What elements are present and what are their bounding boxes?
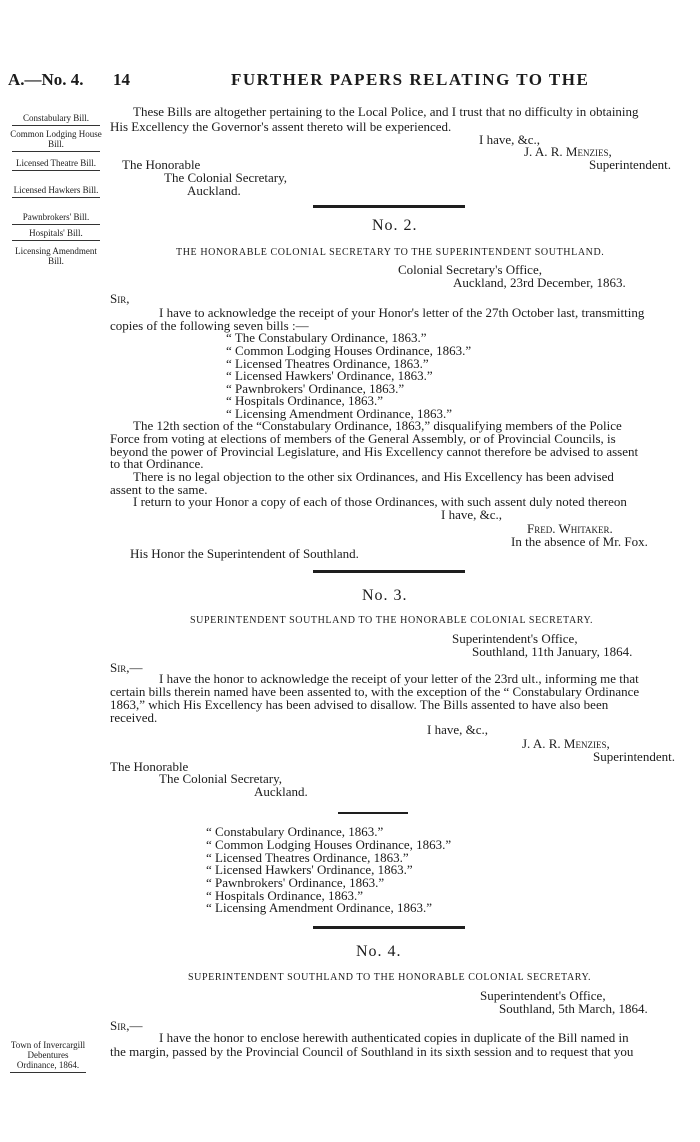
document-id: A.—No. 4.: [8, 70, 84, 89]
enclosure-list-item: “ Constabulary Ordinance, 1863.”: [206, 824, 384, 839]
enclosure-divider: [338, 812, 408, 814]
margin-note-licensing-amendment: Licensing Amendment Bill.: [15, 246, 97, 266]
letter2-paragraph-line: There is no legal objection to the other six Ordinances, and His Excellency has been advised: [133, 469, 614, 484]
margin-note-licensed-hawkers: Licensed Hawkers Bill.: [10, 185, 102, 195]
letter3-signer-title: Superintendent.: [593, 749, 675, 764]
letter2-paragraph-line: to that Ordinance.: [110, 456, 204, 471]
letter4-paragraph-line: I have the honor to enclose herewith authenticated copies in duplicate of the Bill named in: [159, 1030, 629, 1045]
letter3-office: Superintendent's Office,: [452, 631, 578, 646]
letter3-date: Southland, 11th January, 1864.: [472, 644, 633, 659]
letter2-paragraph-line: I return to your Honor a copy of each of those Ordinances, with such assent duly noted thereon: [133, 494, 627, 509]
letter2-salutation: Sir,: [110, 291, 130, 306]
letter2-paragraph-line: copies of the following seven bills :—: [110, 318, 309, 333]
letter2-caption: THE HONORABLE COLONIAL SECRETARY TO THE SUPERINTENDENT SOUTHLAND.: [176, 247, 605, 258]
letter1-line: These Bills are altogether pertaining to the Local Police, and I trust that no difficulty in obtaining: [133, 104, 639, 119]
bill-list-item: “ Common Lodging Houses Ordinance, 1863.”: [226, 343, 472, 358]
letter1-addressee: The Colonial Secretary,: [164, 170, 287, 185]
letter4-paragraph-line: the margin, passed by the Provincial Council of Southland in its sixth session and to request that you: [110, 1044, 634, 1059]
letter3-signer: J. A. R. Menzies,: [522, 736, 610, 751]
bill-list-item: “ The Constabulary Ordinance, 1863.”: [226, 330, 427, 345]
letter2-paragraph-line: beyond the power of Provincial Legislature, and His Excellency cannot therefore be advised to assent: [110, 444, 639, 459]
page-header-title: FURTHER PAPERS RELATING TO THE: [231, 70, 590, 89]
letter2-paragraph-line: The 12th section of the “Constabulary Ordinance, 1863,” disqualifying members of the Police: [133, 418, 622, 433]
letter3-addressee: The Colonial Secretary,: [159, 771, 282, 786]
bill-list-item: “ Licensed Hawkers' Ordinance, 1863.”: [226, 368, 433, 383]
enclosure-list-item: “ Licensed Hawkers' Ordinance, 1863.”: [206, 862, 413, 877]
letter2-paragraph-line: Force from voting at elections of members of the General Assembly, or of Provincial Councils, is: [110, 431, 616, 446]
bill-list-item: “ Hospitals Ordinance, 1863.”: [226, 393, 384, 408]
letter2-addressee: His Honor the Superintendent of Southland.: [130, 546, 359, 561]
letter1-addressee: Auckland.: [187, 183, 241, 198]
letter1-signer-title: Superintendent.: [589, 157, 671, 172]
margin-note-invercargill-debentures: Town of Invercargill Debentures Ordinance, 1864.: [8, 1040, 88, 1070]
section-divider: [313, 205, 465, 208]
letter4-salutation: Sir,—: [110, 1018, 143, 1033]
letter2-date: Auckland, 23rd December, 1863.: [453, 275, 626, 290]
letter4-date: Southland, 5th March, 1864.: [499, 1001, 648, 1016]
section-number-4: No. 4.: [356, 943, 402, 960]
enclosure-list-item: “ Hospitals Ordinance, 1863.”: [206, 888, 364, 903]
letter2-signer-note: In the absence of Mr. Fox.: [511, 534, 648, 549]
bill-list-item: “ Licensing Amendment Ordinance, 1863.”: [226, 406, 452, 421]
letter2-closing: I have, &c.,: [441, 507, 503, 522]
letter2-signer: Fred. Whitaker.: [527, 521, 613, 536]
margin-note-licensed-theatre: Licensed Theatre Bill.: [10, 158, 102, 168]
section-divider: [313, 570, 465, 573]
letter4-office: Superintendent's Office,: [480, 988, 606, 1003]
letter3-paragraph-line: I have the honor to acknowledge the receipt of your letter of the 23rd ult., informing me that: [159, 671, 639, 686]
letter2-office: Colonial Secretary's Office,: [398, 262, 542, 277]
letter3-closing: I have, &c.,: [427, 722, 489, 737]
enclosure-list-item: “ Pawnbrokers' Ordinance, 1863.”: [206, 875, 385, 890]
letter3-addressee: Auckland.: [254, 784, 308, 799]
letter1-closing: I have, &c.,: [479, 132, 541, 147]
margin-note-common-lodging: Common Lodging House Bill.: [10, 129, 102, 149]
letter1-line: His Excellency the Governor's assent thereto will be experienced.: [110, 119, 452, 134]
margin-note-hospitals: Hospitals' Bill.: [10, 228, 102, 238]
letter2-paragraph-line: assent to the same.: [110, 482, 208, 497]
section-number-2: No. 2.: [372, 217, 418, 234]
section-divider: [313, 926, 465, 929]
letter3-paragraph-line: received.: [110, 710, 158, 725]
letter3-caption: SUPERINTENDENT SOUTHLAND TO THE HONORABLE COLONIAL SECRETARY.: [190, 615, 594, 626]
letter2-paragraph-line: I have to acknowledge the receipt of your Honor's letter of the 27th October last, transmitting: [159, 305, 645, 320]
margin-note-constabulary: Constabulary Bill.: [10, 113, 102, 123]
enclosure-list-item: “ Licensed Theatres Ordinance, 1863.”: [206, 850, 409, 865]
page-number: 14: [113, 70, 130, 89]
letter3-paragraph-line: 1863,” which His Excellency has been advised to disallow. The Bills assented to have also been: [110, 697, 609, 712]
letter4-caption: SUPERINTENDENT SOUTHLAND TO THE HONORABLE COLONIAL SECRETARY.: [188, 972, 592, 983]
letter3-salutation: Sir,—: [110, 660, 143, 675]
letter3-paragraph-line: certain bills therein named have been assented to, with the exception of the “ Constabulary Ordinance: [110, 684, 640, 699]
letter3-addressee: The Honorable: [110, 759, 189, 774]
letter1-signer: J. A. R. Menzies,: [524, 144, 612, 159]
letter1-addressee: The Honorable: [122, 157, 201, 172]
bill-list-item: “ Pawnbrokers' Ordinance, 1863.”: [226, 381, 405, 396]
margin-note-pawnbrokers: Pawnbrokers' Bill.: [10, 212, 102, 222]
bill-list-item: “ Licensed Theatres Ordinance, 1863.”: [226, 356, 429, 371]
enclosure-list-item: “ Common Lodging Houses Ordinance, 1863.”: [206, 837, 452, 852]
enclosure-list-item: “ Licensing Amendment Ordinance, 1863.”: [206, 900, 432, 915]
section-number-3: No. 3.: [362, 587, 408, 604]
